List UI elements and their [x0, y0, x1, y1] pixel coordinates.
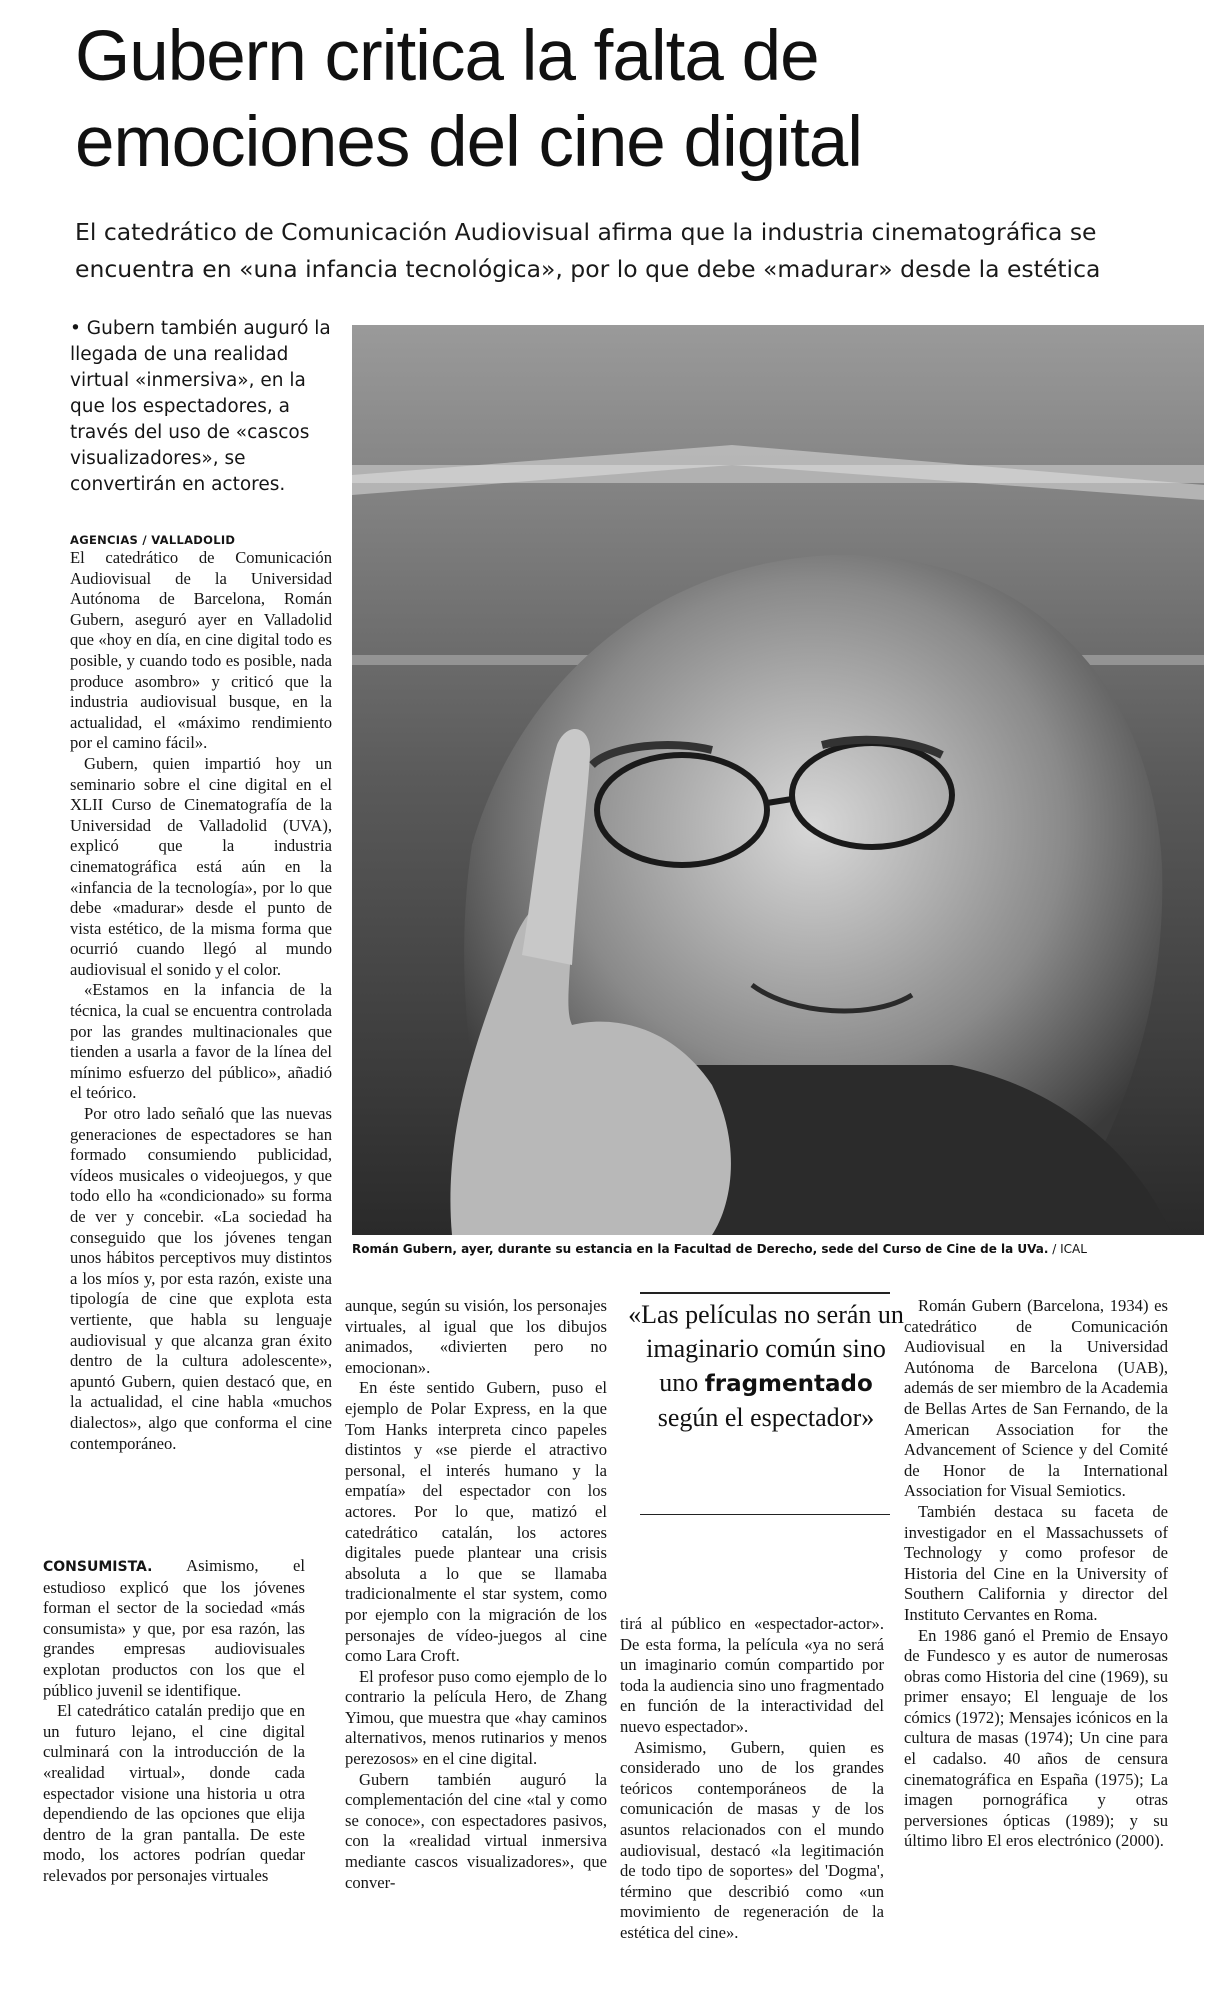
pull-quote-text: «Las películas no serán un imaginario común sino uno [628, 1300, 904, 1397]
paragraph: Román Gubern (Barcelona, 1934) es catedrático de Comunicación Audiovisual en la Universidad Autónoma de Barcelona (UAB), además de ser miembro de la Academia de Bellas Artes de San Fernando, de la American Association for the Advancement of Science y del Comité de Honor de la International Association for Visual Semiotics. [904, 1296, 1168, 1501]
quote-bottom-rule [640, 1514, 890, 1515]
paragraph: aunque, según su visión, los personajes virtuales, al igual que los dibujos animados, «divierten pero no emocionan». [345, 1296, 607, 1377]
byline: AGENCIAS / VALLADOLID [70, 533, 236, 547]
subheadline [75, 214, 1175, 288]
paragraph: También destaca su faceta de investigador en el Massachussets of Technology y como profesor de Historia del Cine en la University of Southern California y director del Instituto Cervantes en Roma. [904, 1501, 1168, 1624]
subheadline-line-2: encuentra en «una infancia tecnológica», por lo que debe «madurar» desde la estética [75, 255, 1101, 283]
column-4 [904, 1296, 1168, 1852]
column-1-bottom [43, 1556, 305, 1887]
pull-quote-emphasis: fragmentado [704, 1371, 873, 1397]
paragraph: El catedrático catalán predijo que en un futuro lejano, el cine digital culminará con la introducción de la «realidad virtual», donde cada espectador visione una historia u otra dependiendo de las opciones que elija dentro de la gran pantalla. De este modo, los actores podrían quedar relevados por personajes virtuales [43, 1701, 305, 1885]
photo-roman-gubern [352, 325, 1204, 1235]
section-kicker: CONSUMISTA. [43, 1559, 153, 1575]
photo-caption [352, 1242, 1204, 1256]
quote-top-rule [640, 1292, 890, 1294]
headline [75, 14, 1175, 186]
paragraph: Por otro lado señaló que las nuevas generaciones de espectadores se han formado consumiendo publicidad, vídeos musicales o videojuegos, y que todo ello ha «condicionado» su forma de ver y concebir. «La sociedad ha conseguido que los jóvenes tengan unos hábitos perceptivos muy distintos a los míos y, por esta razón, existe una tipología de cine que explota esta vertiente, que habla su lenguaje audiovisual y que alcanza gran éxito dentro de la cultura adolescente», apuntó Gubern, quien destacó que, en la actualidad, el cine habla «muchos dialectos», algo que conforma el cine contemporáneo. [70, 1104, 332, 1453]
column-1 [70, 548, 332, 1454]
headline-line-1: Gubern critica la falta de [75, 17, 819, 96]
paragraph: El profesor puso como ejemplo de lo contrario la película Hero, de Zhang Yimou, que muestra que «hay caminos alternativos, menos rutinarios y menos perezosos» en el cine digital. [345, 1666, 607, 1769]
pull-quote-text-end: según el espectador» [657, 1403, 875, 1432]
column-3 [620, 1614, 884, 1944]
photo-credit: / ICAL [1048, 1242, 1087, 1256]
paragraph: Gubern también auguró la complementación del cine «tal y como se conoce», con espectadores pasivos, con la «realidad virtual inmersiva mediante cascos visualizadores», que conver- [345, 1769, 607, 1892]
pull-quote [628, 1298, 904, 1435]
subheadline-line-1: El catedrático de Comunicación Audiovisual afirma que la industria cinematográfica se [75, 218, 1097, 246]
paragraph: «Estamos en la infancia de la técnica, la cual se encuentra controlada por las grandes multinacionales que tienden a usarla a favor de la línea del mínimo esfuerzo del público», añadió el teórico. [70, 980, 332, 1103]
headline-line-2: emociones del cine digital [75, 103, 863, 182]
paragraph: Asimismo, Gubern, quien es considerado uno de los grandes teóricos contemporáneos de la comunicación de masas y de los asuntos relacionados con el mundo audiovisual, destacó «la legitimación de todo tipo de soportes» del 'Dogma', término que describió como «un movimiento de regeneración de la estética del cine». [620, 1737, 884, 1942]
paragraph: CONSUMISTA. Asimismo, el estudioso explicó que los jóvenes forman el sector de la sociedad «más consumista» y que, por esa razón, las grandes empresas audiovisuales explotan productos con los que el público juvenil se identifique. [43, 1556, 305, 1700]
paragraph: En 1986 ganó el Premio de Ensayo de Fundesco y es autor de numerosas obras como Historia del cine (1969), su primer ensayo; El lenguaje de los cómics (1972); Mensajes icónicos en la cultura de masas (1974); Un cine para el cadalso. 40 años de censura cinematográfica en España (1975); La imagen pornográfica y otras perversiones ópticas (1989); y su último libro El eros electrónico (2000). [904, 1625, 1168, 1851]
paragraph: En éste sentido Gubern, puso el ejemplo de Polar Express, en la que Tom Hanks interpreta cinco papeles distintos y «se pierde el atractivo personal, el interés humano y la empatía» del espectador con los actores. Por lo que, matizó el catedrático catalán, los actores digitales puede plantear una crisis absoluta a lo que se llamaba tradicionalmente el star system, como por ejemplo con la migración de los personajes de vídeo-juegos al cine como Lara Croft. [345, 1378, 607, 1666]
column-2 [345, 1296, 607, 1893]
paragraph: tirá al público en «espectador-actor». De esta forma, la película «ya no será un imaginario común compartido por toda la audiencia sino uno fragmentado en función de la interactividad del nuevo espectador». [620, 1614, 884, 1736]
lead-summary: • Gubern también auguró la llegada de una realidad virtual «inmersiva», en la que los espectadores, a través del uso de «cascos visualizadores», se convertirán en actores. [70, 318, 331, 495]
caption-text: Román Gubern, ayer, durante su estancia en la Facultad de Derecho, sede del Curso de Cine de la UVa. [352, 1242, 1049, 1256]
paragraph: El catedrático de Comunicación Audiovisual de la Universidad Autónoma de Barcelona, Román Gubern, aseguró ayer en Valladolid que «hoy en día, en cine digital todo es posible, y cuando todo es posible, nada produce asombro» y criticó que la industria audiovisual busque, en la actualidad, el «máximo rendimiento por el camino fácil». [70, 548, 332, 753]
paragraph: Gubern, quien impartió hoy un seminario sobre el cine digital en el XLII Curso de Cinematografía de la Universidad de Valladolid (UVA), explicó que la industria cinematográfica está aún en la «infancia de la tecnología», por lo que debe «madurar» desde el punto de vista estético, de la misma forma que ocurrió cuando llegó al mundo audiovisual el sonido y el color. [70, 753, 332, 979]
portrait-image [352, 325, 1204, 1235]
